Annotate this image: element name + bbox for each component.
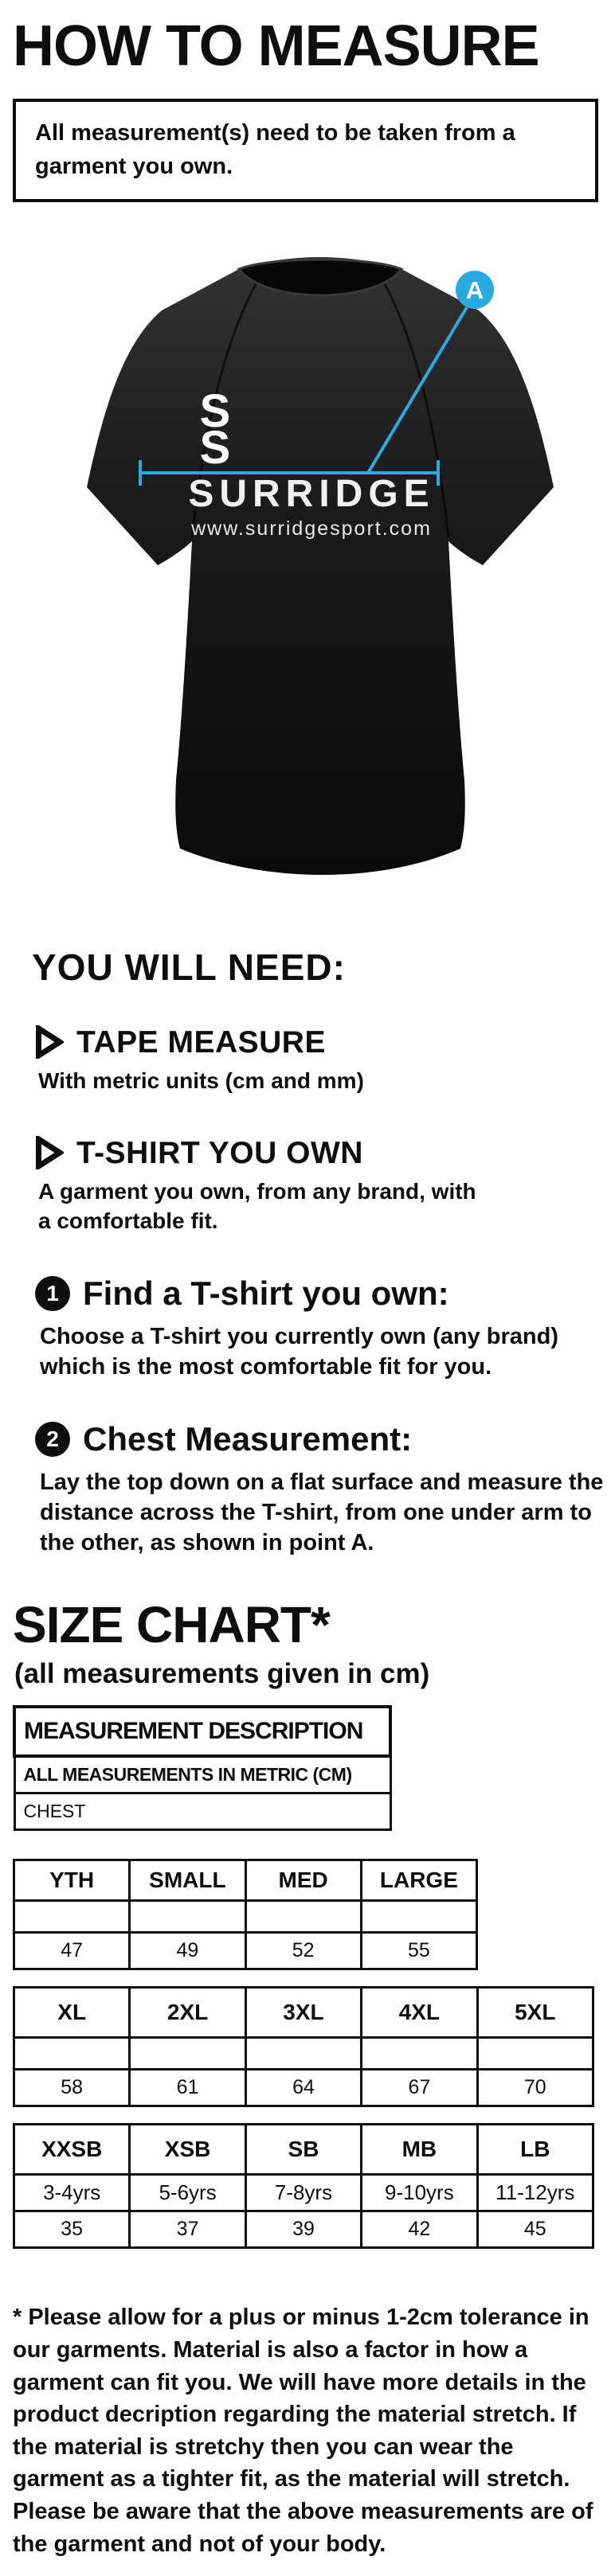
page-title: HOW TO MEASURE bbox=[13, 14, 539, 78]
step-2 bbox=[35, 1422, 611, 1558]
need-item-desc: A garment you own, from any brand, with a comfortable fit. bbox=[38, 1179, 476, 1233]
step-title: Find a T-shirt you own: bbox=[83, 1274, 449, 1312]
step-number-badge: 1 bbox=[35, 1276, 70, 1311]
measurement-chest-row: CHEST bbox=[14, 1793, 390, 1830]
need-item-title: TAPE MEASURE bbox=[76, 1025, 326, 1060]
tshirt-body bbox=[87, 257, 554, 875]
brand-monogram-2: S bbox=[199, 422, 231, 474]
size-table-header-row: XXSB XSB SB MB LB bbox=[14, 2125, 593, 2175]
step-title: Chest Measurement: bbox=[83, 1420, 413, 1458]
size-table-xl-5xl bbox=[13, 1986, 594, 2107]
size-chart-subheading: (all measurements given in cm) bbox=[14, 1658, 430, 1690]
size-table-values-row: 35 37 39 42 45 bbox=[14, 2211, 593, 2248]
size-chart-heading: SIZE CHART* bbox=[13, 1596, 330, 1654]
arrow-icon bbox=[35, 1136, 64, 1169]
measurement-description-header: MEASUREMENT DESCRIPTION bbox=[14, 1707, 390, 1756]
need-item-title: T-SHIRT YOU OWN bbox=[76, 1135, 363, 1170]
you-will-need-heading: YOU WILL NEED: bbox=[32, 946, 346, 989]
need-item-tape-measure bbox=[35, 1025, 611, 1096]
step-desc: Choose a T-shirt you currently own (any brand) which is the most comfortable fit for you. bbox=[40, 1323, 558, 1380]
step-desc: Lay the top down on a flat surface and measure the distance across the T-shirt, from one under arm to the other, as shown in point A. bbox=[40, 1469, 604, 1555]
step-1 bbox=[35, 1276, 611, 1382]
brand-url: www.surridgesport.com bbox=[191, 517, 432, 541]
size-table-values-row: 47 49 52 55 bbox=[14, 1933, 477, 1969]
size-table-youth-large bbox=[13, 1859, 478, 1970]
notice-text: All measurement(s) need to be taken from a garment you own. bbox=[35, 120, 515, 180]
size-table-spacer-row bbox=[14, 1901, 477, 1933]
notice-box bbox=[13, 99, 598, 202]
size-table-ages-row: 3-4yrs 5-6yrs 7-8yrs 9-10yrs 11-12yrs bbox=[14, 2175, 593, 2211]
size-table-header-row: YTH SMALL MED LARGE bbox=[14, 1860, 477, 1901]
size-table-values-row: 58 61 64 67 70 bbox=[14, 2070, 593, 2106]
step-number-badge: 2 bbox=[35, 1422, 70, 1457]
brand-monogram: S bbox=[199, 385, 231, 438]
tshirt-figure bbox=[26, 218, 584, 887]
need-item-tshirt bbox=[35, 1136, 611, 1236]
measurement-units-row: ALL MEASUREMENTS IN METRIC (CM) bbox=[14, 1756, 390, 1793]
arrow-icon bbox=[35, 1025, 64, 1059]
point-a-label: A bbox=[465, 276, 484, 305]
size-table-spacer-row bbox=[14, 2038, 593, 2070]
tolerance-footnote: * Please allow for a plus or minus 1-2cm tolerance in our garments. Material is also a factor in how a garment can fit you. We will have more details in the product decription regarding the material stretch. If the material is stretchy then you can wear the garment as a tighter fit, as the material will stretch. Please be aware that the above measurements are of the garment and not of your body. bbox=[13, 2305, 593, 2557]
need-item-desc: With metric units (cm and mm) bbox=[38, 1068, 364, 1094]
size-table-junior bbox=[13, 2123, 594, 2249]
measurement-description-table bbox=[13, 1705, 392, 1831]
size-table-header-row: XL 2XL 3XL 4XL 5XL bbox=[14, 1988, 593, 2038]
tshirt-illustration bbox=[26, 218, 584, 887]
brand-wordmark: SURRIDGE bbox=[188, 473, 435, 516]
